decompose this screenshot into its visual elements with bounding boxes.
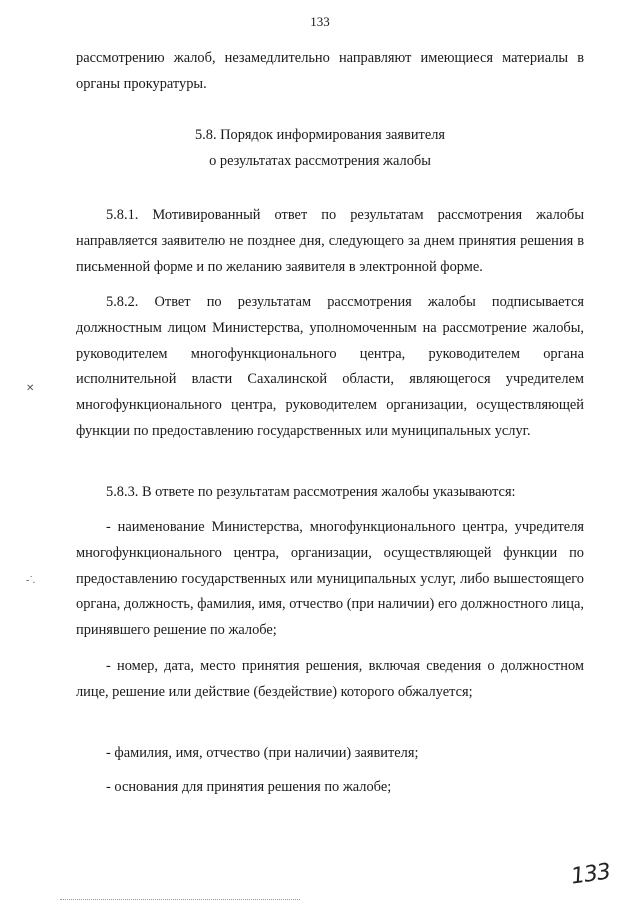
list-item-applicant-name: - фамилия, имя, отчество (при наличии) заявителя; bbox=[106, 745, 419, 761]
section-title-line2: о результатах рассмотрения жалобы bbox=[209, 153, 431, 169]
list-item-name-of-body: - наименование Министерства, многофункционального центра, учредителя многофункционального центра, организации, осуществляющей функции по предоставлению государственных или муниципальных услуг, либо вышестоящего органа, должность, фамилия, имя, отчество (при наличии) его должностного лица, принявшего решение по жалобе; bbox=[76, 519, 584, 639]
section-title-line1: 5.8. Порядок информирования заявителя bbox=[194, 127, 446, 143]
handwritten-page-number: 133 bbox=[569, 859, 612, 890]
list-item-grounds: - основания для принятия решения по жалобе; bbox=[106, 779, 392, 795]
list-item-decision-number: - номер, дата, место принятия решения, включая сведения о должностном лице, решение или действие (бездействие) которого обжалуется; bbox=[76, 658, 584, 700]
scan-mark-icon: ✕ bbox=[26, 383, 35, 394]
scan-footer-line bbox=[60, 899, 300, 901]
page-number: 133 bbox=[310, 14, 330, 29]
scan-mark-icon: -˙. bbox=[26, 575, 36, 586]
paragraph-5-8-1: 5.8.1. Мотивированный ответ по результатам рассмотрения жалобы направляется заявителю не позднее дня, следующего за днем принятия решения в письменной форме и по желанию заявителя в электронной форме. bbox=[76, 207, 584, 275]
paragraph-5-8-2: 5.8.2. Ответ по результатам рассмотрения жалобы подписывается должностным лицом Министерства, уполномоченным на рассмотрение жалобы, руководителем многофункционального центра, руководителем органа исполнительной власти Сахалинской области, являющегося учредителем многофункционального центра, руководителем организации, осуществляющей функции по предоставлению государственных или муниципальных услуг. bbox=[76, 294, 584, 439]
paragraph-5-8-3: 5.8.3. В ответе по результатам рассмотрения жалобы указываются: bbox=[106, 484, 516, 500]
intro-paragraph: рассмотрению жалоб, незамедлительно направляют имеющиеся материалы в органы прокуратуры. bbox=[76, 50, 584, 92]
